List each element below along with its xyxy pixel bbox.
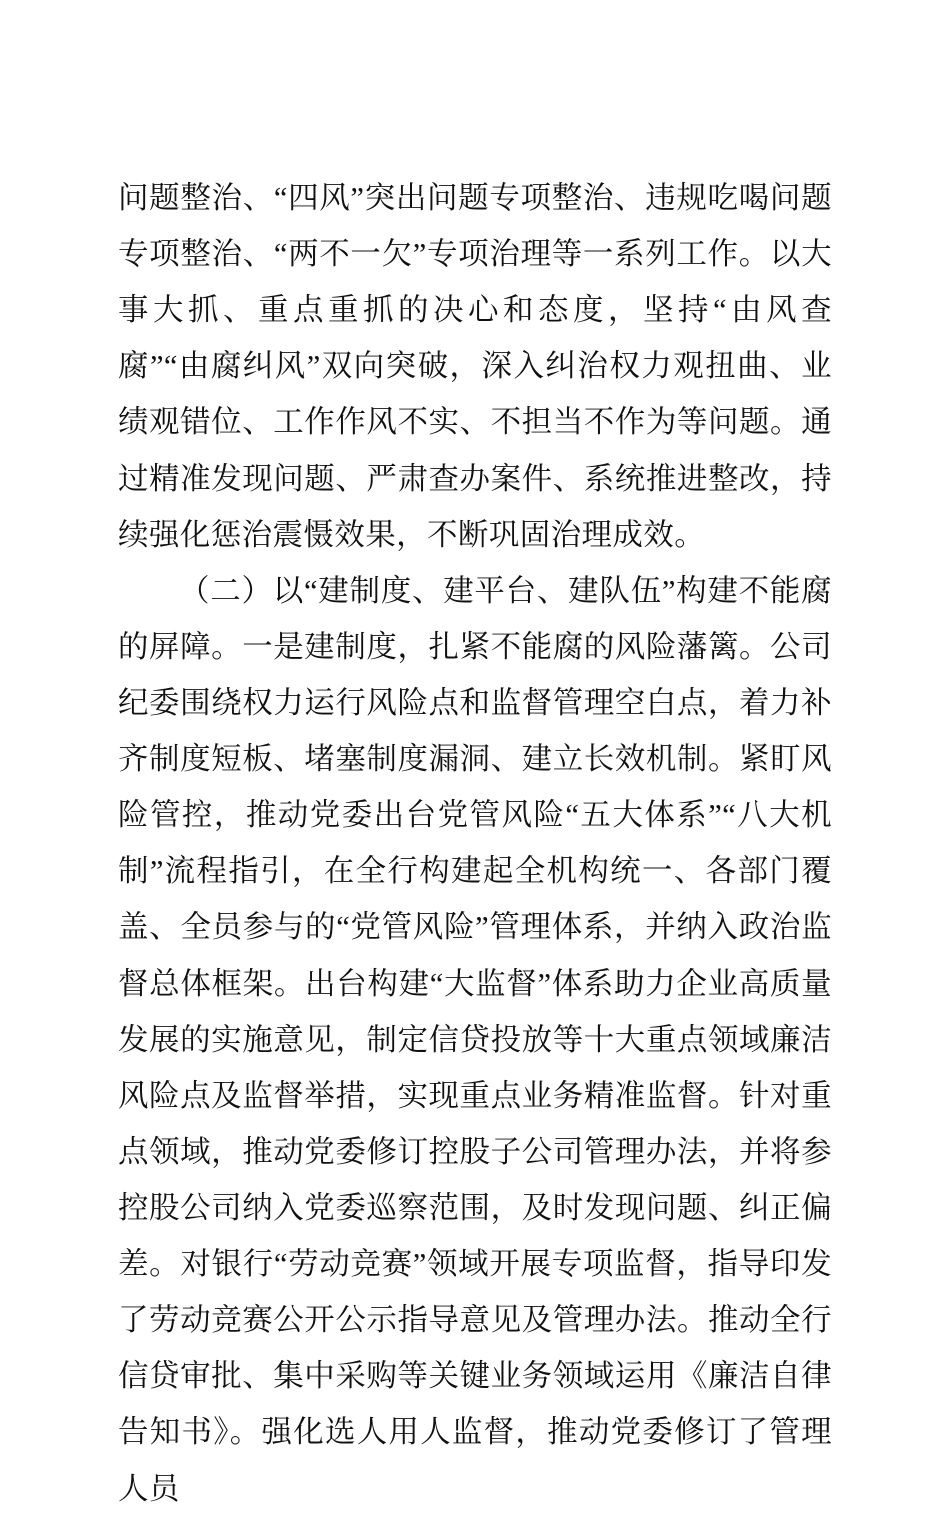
document-body (118, 170, 832, 1517)
paragraph-continuation: 问题整治、“四风”突出问题专项整治、违规吃喝问题专项整治、“两不一欠”专项治理等一系列工作。以大事大抓、重点重抓的决心和态度，坚持“由风查腐”“由腐纠风”双向突破，深入纠治权力观扭曲、业绩观错位、工作作风不实、不担当不作为等问题。通过精准发现问题、严肃查办案件、系统推进整改，持续强化惩治震慑效果，不断巩固治理成效。 (118, 181, 832, 552)
paragraph-section-two: （二）以“建制度、建平台、建队伍”构建不能腐的屏障。一是建制度，扎紧不能腐的风险藩篱。公司纪委围绕权力运行风险点和监督管理空白点，着力补齐制度短板、堵塞制度漏洞、建立长效机制。紧盯风险管控，推动党委出台党管风险“五大体系”“八大机制”流程指引，在全行构建起全机构统一、各部门覆盖、全员参与的“党管风险”管理体系，并纳入政治监督总体框架。出台构建“大监督”体系助力企业高质量发展的实施意见，制定信贷投放等十大重点领域廉洁风险点及监督举措，实现重点业务精准监督。针对重点领域，推动党委修订控股子公司管理办法，并将参控股公司纳入党委巡察范围，及时发现问题、纠正偏差。对银行“劳动竞赛”领域开展专项监督，指导印发了劳动竞赛公开公示指导意见及管理办法。推动全行信贷审批、集中采购等关键业务领域运用《廉洁自律告知书》。强化选人用人监督，推动党委修订了管理人员 (118, 573, 832, 1506)
